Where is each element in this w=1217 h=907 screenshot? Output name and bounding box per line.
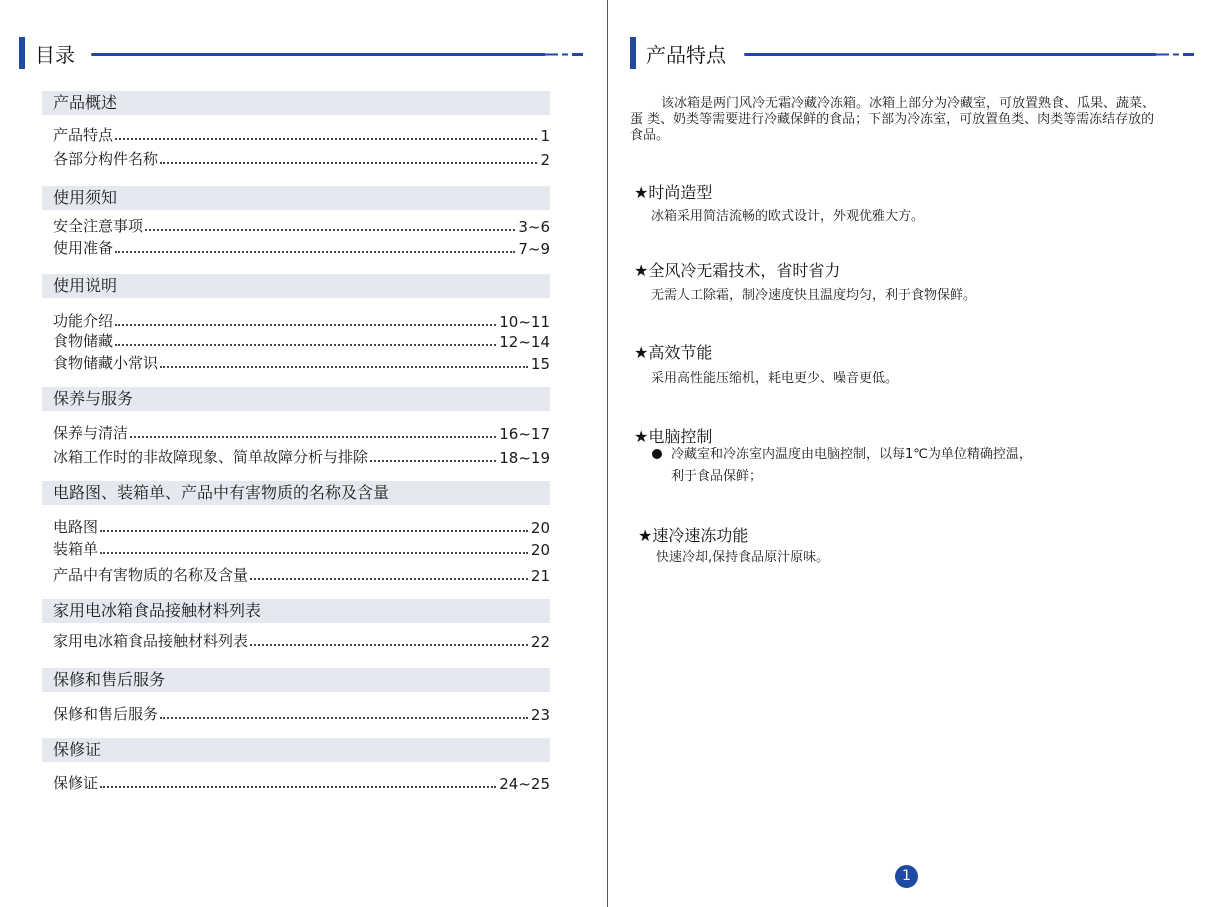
toc-entry-page: 18~19 — [499, 449, 550, 467]
toc-leader-dots — [100, 552, 528, 554]
toc-entry-label: 装箱单 — [53, 540, 99, 558]
toc-entry-page: 7~9 — [518, 240, 550, 258]
toc-entry[interactable] — [53, 329, 550, 351]
feature-desc: 冰箱采用简洁流畅的欧式设计，外观优雅大方。 — [651, 209, 925, 224]
toc-leader-dots — [115, 251, 515, 253]
toc-leader-dots — [130, 436, 496, 438]
toc-section-heading: 家用电冰箱食品接触材料列表 — [42, 599, 550, 623]
product-intro-text: 该冰箱是两门风冷无霜冷藏冷冻箱。冰箱上部分为冷藏室，可放置熟食、瓜果、蔬菜、蛋 类、奶类等需要进行冷藏保鲜的食品；下部为冷冻室，可放置鱼类、肉类等需冻结存放的食品。 — [630, 96, 1156, 143]
feature-title: ★高效节能 — [634, 343, 713, 362]
feature-title: ★全风冷无霜技术，省时省力 — [634, 261, 841, 280]
toc-entry-label: 电路图 — [53, 518, 99, 536]
toc-title: 目录 — [35, 43, 75, 67]
header-rule — [744, 53, 1157, 56]
toc-entry[interactable] — [53, 147, 550, 169]
toc-entry[interactable] — [53, 236, 550, 258]
toc-leader-dots — [250, 578, 528, 580]
toc-entry[interactable] — [53, 214, 550, 236]
toc-leader-dots — [100, 530, 528, 532]
feature-desc: 利于食品保鲜； — [671, 469, 763, 484]
toc-section-heading: 保修证 — [42, 738, 550, 762]
toc-entry[interactable] — [53, 629, 550, 651]
feature-title: ★速冷速冻功能 — [638, 526, 749, 545]
header-rule — [91, 53, 546, 56]
toc-leader-dots — [115, 324, 496, 326]
toc-section-heading: 使用须知 — [42, 186, 550, 210]
toc-entry[interactable] — [53, 537, 550, 559]
toc-leader-dots — [145, 229, 515, 231]
toc-leader-dots — [115, 138, 537, 140]
feature-desc: 无需人工除霜，制冷速度快且温度均匀，利于食物保鲜。 — [651, 288, 977, 303]
header-marker — [19, 37, 25, 69]
feature-title: ★电脑控制 — [634, 427, 713, 446]
toc-entry-page: 2 — [540, 151, 550, 169]
toc-entry-label: 功能介绍 — [53, 312, 114, 330]
header-rule-tail — [546, 51, 583, 58]
toc-entry[interactable] — [53, 351, 550, 373]
toc-entry-label: 安全注意事项 — [53, 217, 144, 235]
toc-leader-dots — [250, 644, 528, 646]
header-rule-tail — [1157, 51, 1194, 58]
toc-section-heading: 电路图、装箱单、产品中有害物质的名称及含量 — [42, 481, 550, 505]
toc-entry-page: 21 — [530, 567, 550, 585]
toc-entry-page: 1 — [540, 127, 550, 145]
bullet-dot — [652, 449, 662, 459]
toc-header — [19, 37, 583, 71]
toc-entry-label: 冰箱工作时的非故障现象、简单故障分析与排除 — [53, 448, 369, 466]
toc-entry[interactable] — [53, 309, 550, 331]
toc-entry[interactable] — [53, 123, 550, 145]
toc-section-heading: 保修和售后服务 — [42, 668, 550, 692]
toc-entry-page: 10~11 — [499, 313, 550, 331]
toc-entry-label: 家用电冰箱食品接触材料列表 — [53, 632, 249, 650]
toc-entry[interactable] — [53, 771, 550, 793]
toc-leader-dots — [100, 786, 496, 788]
toc-entry-page: 3~6 — [518, 218, 550, 236]
feature-desc: 快速冷却,保持食品原汁原味。 — [656, 550, 830, 565]
toc-leader-dots — [115, 344, 496, 346]
toc-entry-label: 保养与清洁 — [53, 424, 129, 442]
toc-entry[interactable] — [53, 445, 550, 467]
toc-leader-dots — [370, 460, 496, 462]
toc-entry-label: 使用准备 — [53, 239, 114, 257]
toc-entry-page: 16~17 — [499, 425, 550, 443]
page-spine — [607, 0, 608, 907]
toc-entry-label: 食物储藏 — [53, 332, 114, 350]
toc-entry-label: 产品中有害物质的名称及含量 — [53, 566, 249, 584]
toc-entry[interactable] — [53, 421, 550, 443]
toc-entry-page: 12~14 — [499, 333, 550, 351]
toc-section-heading: 产品概述 — [42, 91, 550, 115]
toc-entry-page: 20 — [530, 519, 550, 537]
header-marker — [630, 37, 636, 69]
product-intro — [630, 96, 1160, 144]
page-number-badge: 1 — [895, 865, 918, 888]
features-header — [630, 37, 1194, 71]
toc-entry-page: 23 — [530, 706, 550, 724]
toc-entry-label: 保修和售后服务 — [53, 705, 159, 723]
toc-entry-label: 食物储藏小常识 — [53, 354, 159, 372]
toc-leader-dots — [160, 717, 528, 719]
feature-desc: 采用高性能压缩机，耗电更少、噪音更低。 — [651, 371, 899, 386]
feature-desc: 冷藏室和冷冻室内温度由电脑控制，以每1℃为单位精确控温， — [671, 447, 1032, 462]
feature-title: ★时尚造型 — [634, 183, 713, 202]
toc-leader-dots — [160, 162, 537, 164]
features-title: 产品特点 — [646, 43, 726, 67]
toc-entry[interactable] — [53, 563, 550, 585]
toc-section-heading: 使用说明 — [42, 274, 550, 298]
toc-entry-page: 15 — [530, 355, 550, 373]
toc-leader-dots — [160, 366, 528, 368]
toc-entry-label: 保修证 — [53, 774, 99, 792]
toc-entry[interactable] — [53, 702, 550, 724]
toc-entry-page: 22 — [530, 633, 550, 651]
toc-section-heading: 保养与服务 — [42, 387, 550, 411]
toc-entry-label: 产品特点 — [53, 126, 114, 144]
toc-entry[interactable] — [53, 515, 550, 537]
toc-entry-label: 各部分构件名称 — [53, 150, 159, 168]
toc-entry-page: 20 — [530, 541, 550, 559]
toc-entry-page: 24~25 — [499, 775, 550, 793]
